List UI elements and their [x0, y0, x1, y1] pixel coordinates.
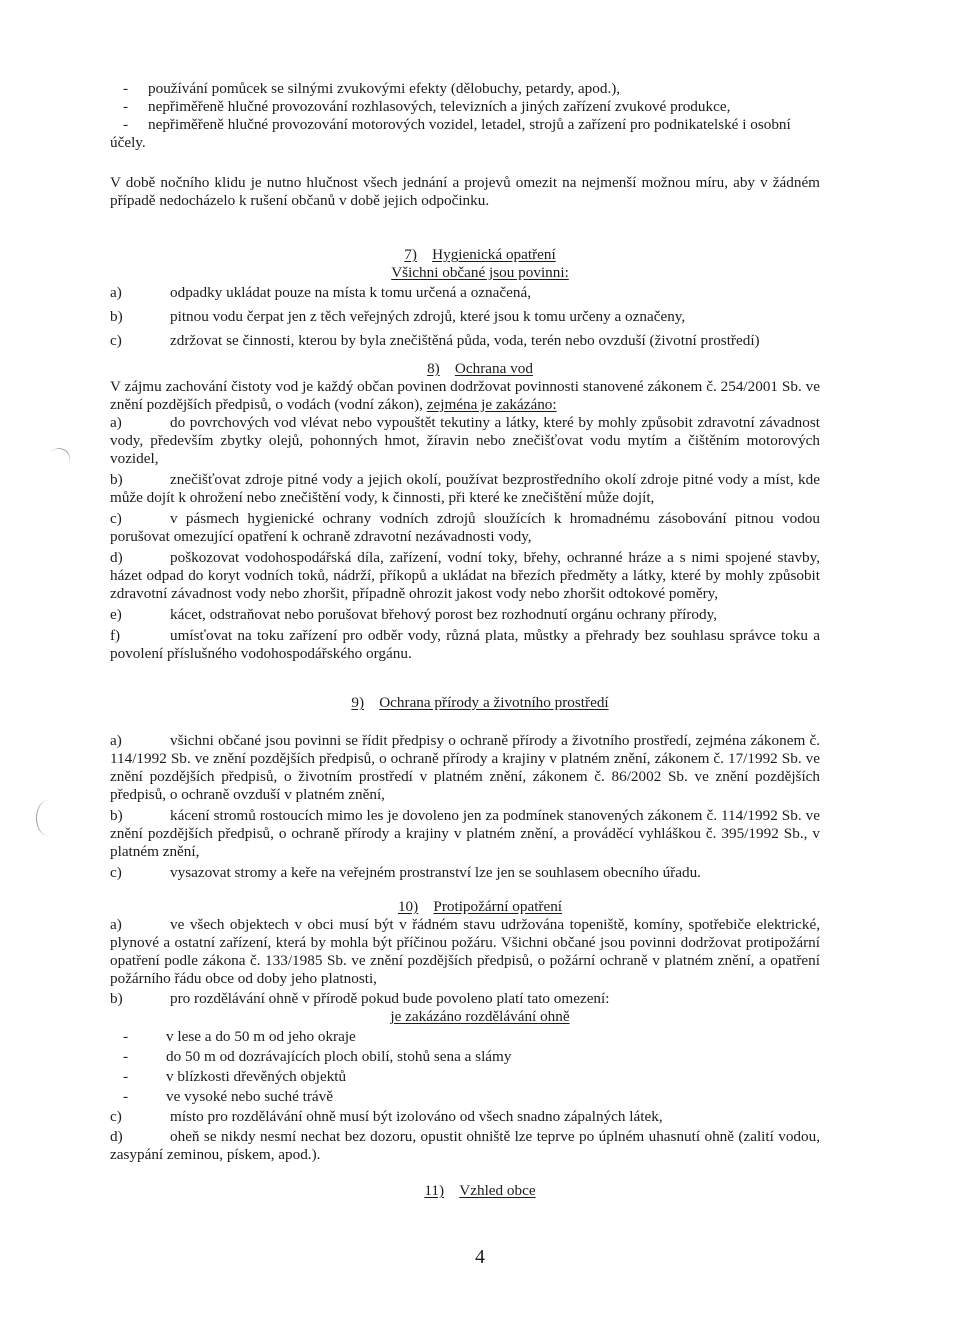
item-letter: b) [110, 807, 123, 824]
list-item [110, 414, 820, 468]
dash: - [123, 1048, 129, 1065]
item-letter: c) [110, 510, 122, 527]
list-item-text: v lese a do 50 m od jeho okraje [166, 1028, 356, 1045]
night-rest-paragraph: V době nočního klidu je nutno hlučnost všech jednání a projevů omezit na nejmenší možnou míru, aby v žádném případě nedocházelo k rušení občanů v době jejich odpočinku. [110, 174, 820, 209]
list-item [110, 1128, 820, 1164]
item-letter: a) [110, 284, 122, 301]
list-item [110, 471, 820, 507]
item-letter: c) [110, 1108, 122, 1125]
page-number: 4 [475, 1246, 485, 1268]
list-item [110, 549, 820, 603]
list-item-text: kácet, odstraňovat nebo porušovat břehový porost bez rozhodnutí orgánu ochrany přírody, [170, 606, 718, 623]
list-item [110, 606, 820, 624]
section-title: Ochrana přírody a životního prostředí [379, 694, 609, 711]
list-item-text: do povrchových vod vlévat nebo vypouštět tekutiny a látky, které by mohly způsobit zdravotní závadnost vody, především zbytky olejů, pohonných hmot, žíravin nebo znečišťovat vodu mytím a čištěním motorových vozidel, [110, 414, 820, 467]
section-10-body [110, 916, 820, 1164]
prohibition-label: zejména je zakázáno: [426, 396, 557, 413]
list-item [110, 1048, 820, 1066]
list-item [110, 80, 820, 98]
list-item-text: nepřiměřeně hlučné provozování motorových vozidel, letadel, strojů a zařízení pro podnikatelské i osobní účely. [110, 116, 791, 151]
list-item [110, 284, 820, 302]
list-item [110, 98, 820, 116]
list-item-text: nepřiměřeně hlučné provozování rozhlasových, televizních a jiných zařízení zvukové produkce, [148, 98, 731, 115]
list-item-text: umísťovat na toku zařízení pro odběr vody, různá plata, můstky a přehrady bez souhlasu správce toku a povolení příslušného vodohospodářského orgánu. [110, 627, 820, 662]
list-item-text: znečišťovat zdroje pitné vody a jejich okolí, používat bezprostředního okolí zdroje pitné vody a míst, kde může dojít k ohrožení nebo znečištění vody, k činnosti, při které ke znečištění může dojít, [110, 471, 820, 506]
dash: - [123, 1068, 129, 1085]
list-item [110, 732, 820, 804]
section-number: 8) [427, 360, 440, 377]
section-8-intro: V zájmu zachování čistoty vod je každý občan povinen dodržovat povinnosti stanovené zákonem č. 254/2001 Sb. ve znění pozdějších předpisů, o vodách (vodní zákon), zejména je zakázáno: [110, 378, 820, 413]
list-item [110, 864, 820, 882]
item-letter: a) [110, 916, 122, 933]
list-item-text: pitnou vodu čerpat jen z těch veřejných zdrojů, které jsou k tomu určeny a označeny, [170, 308, 686, 325]
list-item [110, 807, 820, 861]
list-item-text: používání pomůcek se silnými zvukovými efekty (dělobuchy, petardy, apod.), [148, 80, 621, 97]
item-letter: e) [110, 606, 122, 623]
section-title: Ochrana vod [454, 360, 533, 377]
list-item [110, 1068, 820, 1086]
list-item-text: odpadky ukládat pouze na místa k tomu určená a označená, [170, 284, 531, 301]
item-letter: b) [110, 471, 123, 488]
list-item-text: v pásmech hygienické ochrany vodních zdrojů sloužících k hromadnému zásobování pitnou vodou porušovat omezující opatření k ochraně zdravotní nezávadnosti vody, [110, 510, 820, 545]
list-item [110, 1088, 820, 1106]
list-item [110, 990, 820, 1008]
item-letter: a) [110, 414, 122, 431]
dash: - [123, 98, 129, 115]
section-number: 9) [351, 694, 365, 711]
item-letter: c) [110, 332, 122, 349]
list-item-text: do 50 m od dozrávajících ploch obilí, stohů sena a slámy [166, 1048, 512, 1065]
item-letter: a) [110, 732, 122, 749]
item-letter: b) [110, 308, 123, 325]
list-item-text: všichni občané jsou povinni se řídit předpisy o ochraně přírody a životního prostředí, zejména zákonem č. 114/1992 Sb. ve znění pozdějších předpisů, o ochraně přírody a krajiny v platném znění, zákonem č. 17/1992 Sb. ve znění pozdějších předpisů, o životním prostředí v platném znění, zákonem č. 86/2002 Sb. ve znění pozdějších předpisů, o ochraně ovzduší v platném znění, [110, 732, 820, 803]
item-letter: c) [110, 864, 122, 881]
dash: - [123, 1088, 129, 1105]
item-letter: d) [110, 549, 123, 566]
list-item-text: vysazovat stromy a keře na veřejném prostranství lze jen se souhlasem obecního úřadu. [170, 864, 701, 881]
list-item [110, 627, 820, 663]
list-item [110, 1028, 820, 1046]
section-heading-10 [0, 898, 960, 916]
scan-mark-top [44, 444, 75, 475]
list-item-text: ve vysoké nebo suché trávě [166, 1088, 334, 1105]
section-9-list [110, 732, 820, 882]
list-item-text: ve všech objektech v obci musí být v řádném stavu udržována topeniště, komíny, spotřebiče elektrické, plynové a ostatní zařízení, která by mohla být příčinou požáru. Všichni občané jsou povinni dodržovat protipožární opatření podle zákona č. 133/1985 Sb. ve znění pozdějších předpisů, o požární ochraně v platném znění, a opatření požárního řádu obce od doby jeho platnosti, [110, 916, 820, 987]
list-item [110, 916, 820, 988]
list-item-text: pro rozdělávání ohně v přírodě pokud bude povoleno platí tato omezení: [170, 990, 610, 1007]
item-letter: d) [110, 1128, 123, 1145]
section-number: 7) [404, 246, 417, 263]
item-letter: b) [110, 990, 123, 1007]
section-heading-11 [0, 1182, 960, 1200]
section-title: Vzhled obce [459, 1182, 536, 1199]
list-item [110, 332, 820, 350]
section-7-list [110, 284, 820, 350]
section-heading-9 [0, 694, 960, 712]
list-item [110, 308, 820, 326]
section-number: 11) [424, 1182, 445, 1199]
section-title: Protipožární opatření [433, 898, 563, 915]
list-item-text: kácení stromů rostoucích mimo les je dovoleno jen za podmínek stanovených zákonem č. 114/1992 Sb. ve znění pozdějších předpisů, o ochraně přírody a krajiny v platném znění, a prováděcí vyhláškou č. 395/1992 Sb., v platném znění, [110, 807, 820, 860]
prohibition-heading: je zakázáno rozdělávání ohně [390, 1008, 570, 1025]
list-item-text: poškozovat vodohospodářská díla, zařízení, vodní toky, břehy, ochranné hráze a s nimi spojené stavby, házet odpad do koryt vodních toků, nádrží, příkopů a ukládat na březích předměty a látky, které by mohly způsobit zdravotní závadnost vody nebo zhoršit, případně ohrozit jakost vody nebo zhoršit odtokové poměry, [110, 549, 820, 602]
list-item-text: zdržovat se činnosti, kterou by byla znečištěná půda, voda, terén nebo ovzduší (životní prostředí) [170, 332, 760, 349]
dash: - [123, 1028, 129, 1045]
list-item [110, 116, 820, 152]
item-letter: f) [110, 627, 121, 644]
list-item [110, 1108, 820, 1126]
noise-list [110, 80, 820, 152]
section-subheading: Všichni občané jsou povinni: [391, 264, 569, 281]
list-item-text: oheň se nikdy nesmí nechat bez dozoru, opustit ohniště lze teprve po úplném uhasnutí ohně (zalití vodou, zasypání zeminou, pískem, apod.). [110, 1128, 820, 1163]
section-heading-8 [0, 360, 960, 378]
list-item-text: místo pro rozdělávání ohně musí být izolováno od všech snadno zápalných látek, [170, 1108, 663, 1125]
section-title: Hygienická opatření [432, 246, 556, 263]
scan-mark-bottom [36, 800, 61, 836]
list-item [110, 510, 820, 546]
list-item-text: v blízkosti dřevěných objektů [166, 1068, 347, 1085]
dash: - [123, 80, 129, 97]
section-8-list [110, 414, 820, 663]
section-heading-7 [0, 246, 960, 264]
section-number: 10) [397, 898, 419, 915]
dash: - [123, 116, 129, 133]
